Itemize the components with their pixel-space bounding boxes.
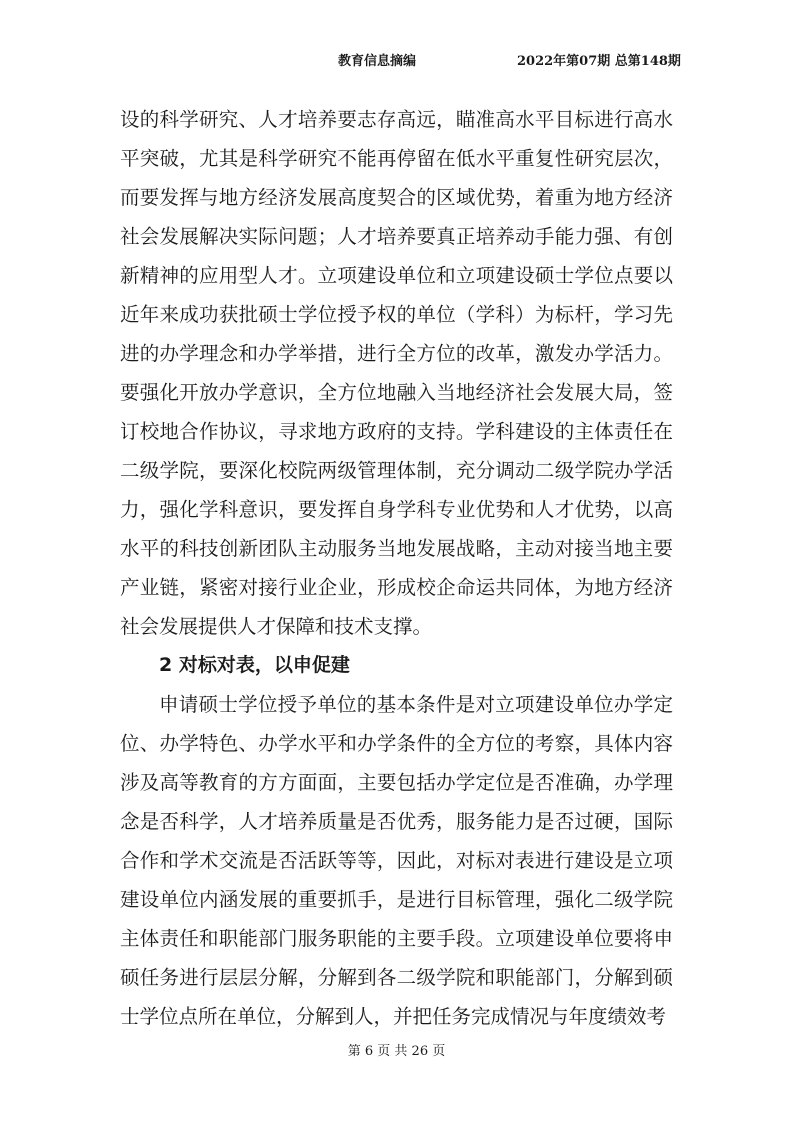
body-paragraph: 申请硕士学位授予单位的基本条件是对立项建设单位办学定位、办学特色、办学水平和办学条件的全方位的考察，具体内容涉及高等教育的方方面面，主要包括办学定位是否准确，办学理念是否科学，人才培养质量是否优秀，服务能力是否过硬，国际合作和学术交流是否活跃等等，因此，对标对表进行建设是立项建设单位内涵发展的重要抓手，是进行目标管理，强化二级学院主体责任和职能部门服务职能的主要手段。立项建设单位要将申硕任务进行层层分解，分解到各二级学院和职能部门，分解到硕士学位点所在单位，分解到人，并把任务完成情况与年度绩效考 (120, 693, 673, 1028)
document-body (120, 100, 673, 1036)
issue-number: 2022年第07期 总第148期 (517, 54, 681, 69)
body-paragraph-continued: 设的科学研究、人才培养要志存高远，瞄准高水平目标进行高水平突破，尤其是科学研究不能再停留在低水平重复性研究层次，而要发挥与地方经济发展高度契合的区域优势，着重为地方经济社会发展解决实际问题；人才培养要真正培养动手能力强、有创新精神的应用型人才。立项建设单位和立项建设硕士学位点要以近年来成功获批硕士学位授予权的单位（学科）为标杆，学习先进的办学理念和办学举措，进行全方位的改革，激发办学活力。要强化开放办学意识，全方位地融入当地经济社会发展大局，签订校地合作协议，寻求地方政府的支持。学科建设的主体责任在二级学院，要深化校院两级管理体制，充分调动二级学院办学活力，强化学科意识，要发挥自身学科专业优势和人才优势，以高水平的科技创新团队主动服务当地发展战略，主动对接当地主要产业链，紧密对接行业企业，形成校企命运共同体，为地方经济社会发展提供人才保障和技术支撑。 (120, 108, 673, 638)
section-heading: 2 对标对表，以申促建 (159, 654, 350, 676)
publication-name: 教育信息摘编 (338, 54, 417, 69)
page-footer (0, 1042, 793, 1062)
page-number: 第 6 页 共 26 页 (347, 1044, 446, 1059)
page-header (120, 52, 681, 72)
